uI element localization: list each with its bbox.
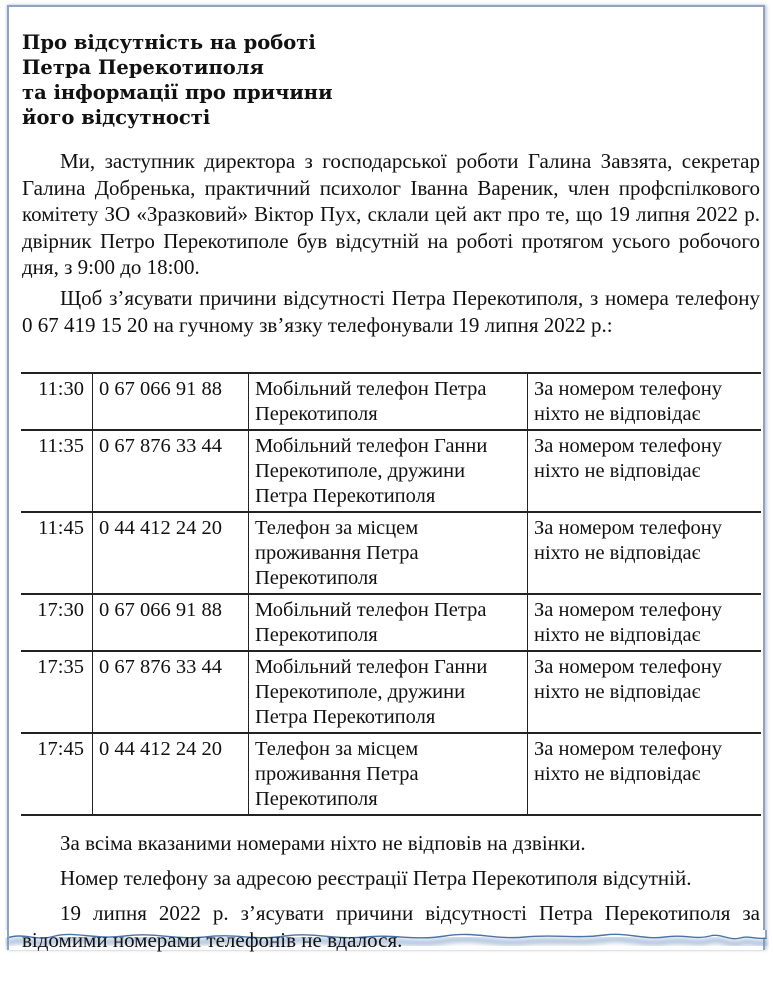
calls-table bbox=[21, 372, 761, 816]
call-time-cell: 17:45 bbox=[21, 733, 93, 815]
phone-description-cell: Мобільний телефон Ганни Перекотиполе, дружини Петра Перекотиполя bbox=[249, 430, 528, 512]
call-time-cell: 11:30 bbox=[38, 378, 84, 400]
table-row bbox=[21, 512, 761, 594]
call-result-cell: За номером телефону ніхто не відповідає bbox=[528, 651, 762, 733]
table-row bbox=[21, 430, 761, 512]
phone-number-cell: 0 44 412 24 20 bbox=[93, 733, 249, 815]
call-time-cell: 17:30 bbox=[21, 594, 93, 651]
phone-number-cell: 0 67 066 91 88 bbox=[93, 373, 249, 430]
phone-number-cell: 0 67 066 91 88 bbox=[93, 594, 249, 651]
call-time-cell: 17:35 bbox=[21, 651, 93, 733]
phone-description-cell: Мобільний телефон Петра Перекотиполя bbox=[249, 594, 528, 651]
title-line: Петра Перекотиполя bbox=[22, 56, 264, 79]
call-result-cell: За номером телефону ніхто не відповідає bbox=[528, 733, 762, 815]
table-row bbox=[21, 594, 761, 651]
call-result-cell: За номером телефону ніхто не відповідає bbox=[528, 373, 762, 430]
phone-number-cell: 0 44 412 24 20 bbox=[93, 512, 249, 594]
no-answer-paragraph: За всіма вказаними номерами ніхто не відповів на дзвінки. bbox=[60, 831, 586, 855]
phone-description-cell: Мобільний телефон Петра Перекотиполя bbox=[249, 373, 528, 430]
table-row bbox=[21, 733, 761, 815]
call-result-cell: За номером телефону ніхто не відповідає bbox=[528, 430, 762, 512]
title-line: його відсутності bbox=[22, 106, 211, 129]
call-time-cell: 11:45 bbox=[21, 512, 93, 594]
phone-description-cell: Телефон за місцем проживання Петра Перекотиполя bbox=[249, 733, 528, 815]
call-result-cell: За номером телефону ніхто не відповідає bbox=[528, 512, 762, 594]
title-line: та інформації про причини bbox=[22, 81, 333, 104]
phone-number-cell: 0 67 876 33 44 bbox=[93, 430, 249, 512]
call-time-cell: 11:35 bbox=[21, 430, 93, 512]
phone-description-cell: Телефон за місцем проживання Петра Перекотиполя bbox=[249, 512, 528, 594]
table-row bbox=[21, 373, 761, 430]
title-line: Про відсутність на роботі bbox=[22, 31, 316, 54]
registration-phone-paragraph: Номер телефону за адресою реєстрації Петра Перекотиполя відсутній. bbox=[60, 866, 692, 890]
conclusion-paragraph: 19 липня 2022 р. з’ясувати причини відсутності Петра Перекотиполя за відомими номерами телефонів не вдалося. bbox=[22, 901, 760, 952]
phone-number-cell: 0 67 876 33 44 bbox=[93, 651, 249, 733]
phone-description-cell: Мобільний телефон Ганни Перекотиполе, дружини Петра Перекотиполя bbox=[249, 651, 528, 733]
table-row bbox=[21, 651, 761, 733]
call-result-cell: За номером телефону ніхто не відповідає bbox=[528, 594, 762, 651]
calls-intro-paragraph: Щоб з’ясувати причини відсутності Петра Перекотиполя, з номера телефону 0 67 419 15 20 на гучному зв’язку телефонували 19 липня 2022 р.: bbox=[22, 286, 760, 337]
act-intro-paragraph: Ми, заступник директора з господарської роботи Галина Завзята, секретар Галина Добренька, практичний психолог Іванна Вареник, член профспілкового комітету ЗО «Зразковий» Віктор Пух, склали цей акт про те, що 19 липня 2022 р. двірник Петро Перекотиполе був відсутній на роботі протягом усього робочого дня, з 9:00 до 18:00. bbox=[22, 149, 760, 279]
document-title bbox=[22, 30, 333, 130]
